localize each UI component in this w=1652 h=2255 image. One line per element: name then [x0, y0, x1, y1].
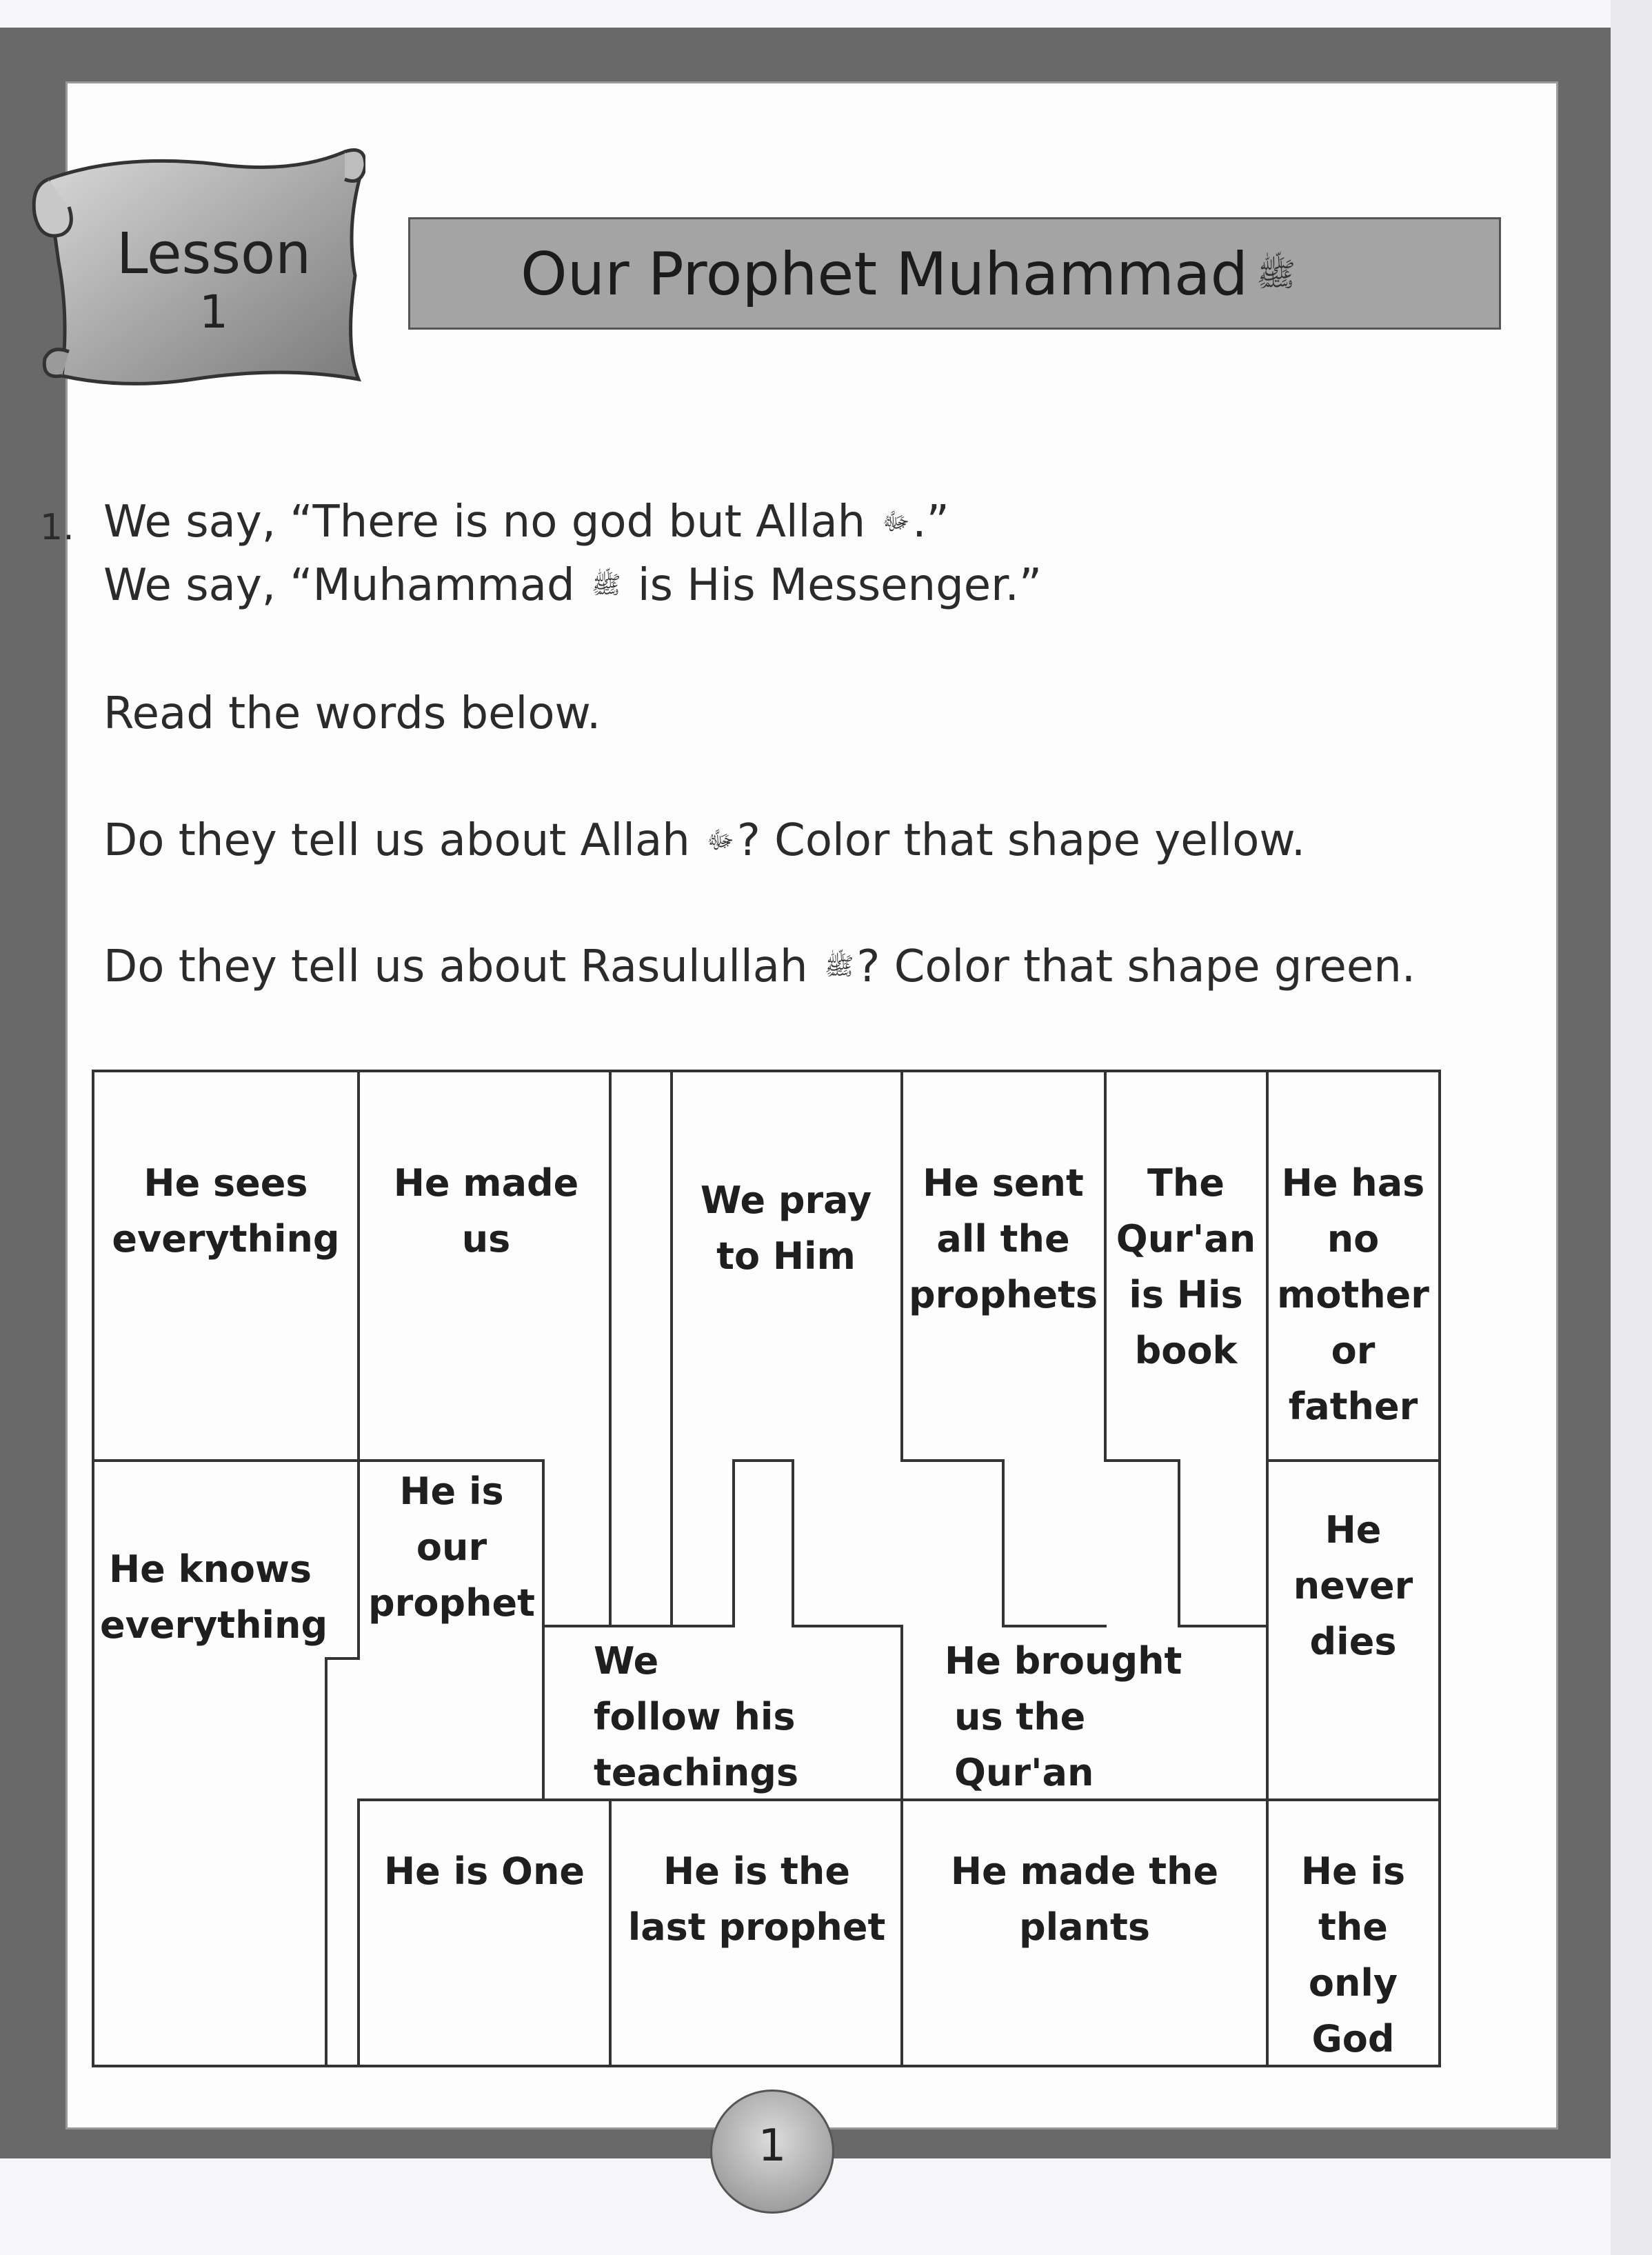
shape-label-line: everything: [100, 1603, 328, 1647]
shape-we-follow-his-teachings[interactable]: [583, 1633, 800, 1801]
shape-label-line: He is the: [663, 1850, 850, 1893]
shape-label-line: plants: [1018, 1905, 1150, 1949]
shape-label-line: He sent: [923, 1161, 1084, 1205]
shape-label-line: follow his: [594, 1695, 796, 1738]
shape-he-made-the-plants[interactable]: [905, 1843, 1265, 1955]
page-number-badge: [710, 2089, 834, 2214]
honorific-calligraphy: ﷺ: [1256, 256, 1296, 294]
shape-he-is-our-prophet[interactable]: [362, 1463, 541, 1631]
shape-label-line: We pray: [700, 1179, 872, 1222]
shape-we-pray-to-him[interactable]: [679, 1172, 893, 1284]
shape-border: [902, 1461, 1105, 1626]
lesson-number: 1: [199, 285, 228, 339]
shape-label-line: God: [1311, 2017, 1395, 2061]
instruction-text: We say, “Muhammad: [103, 560, 589, 611]
shape-label-line: dies: [1309, 1620, 1397, 1663]
shape-label-line: He made: [393, 1161, 579, 1205]
shape-border: [1105, 1461, 1267, 1626]
instruction-line-3: Read the words below.: [103, 688, 601, 739]
shape-he-is-one[interactable]: [362, 1843, 607, 1899]
instruction-text: ? Color that shape green.: [856, 941, 1416, 992]
shape-label-line: book: [1134, 1329, 1238, 1372]
shape-label-line: to Him: [716, 1234, 856, 1278]
shape-label-line: us: [461, 1217, 511, 1261]
shape-label-line: Qur'an: [954, 1751, 1094, 1794]
honorific-calligraphy: ﷺ: [591, 570, 621, 599]
shape-label-line: He is One: [383, 1850, 585, 1893]
shape-label-line: He brought: [945, 1639, 1182, 1683]
shape-label-line: us the: [954, 1695, 1086, 1738]
page-number: 1: [758, 2121, 787, 2172]
honorific-calligraphy: ﷺ: [824, 952, 854, 981]
shape-label-line: Qur'an: [1116, 1217, 1256, 1261]
shape-label-line: or: [1331, 1329, 1376, 1372]
instruction-text: We say, “There is no god but Allah: [103, 497, 880, 548]
shape-he-has-no-mother-or-father[interactable]: [1269, 1155, 1438, 1434]
shape-label-line: He has: [1281, 1161, 1425, 1205]
shape-label-line: our: [416, 1525, 487, 1569]
question-number: 1.: [40, 507, 74, 548]
shape-label-line: last prophet: [627, 1905, 886, 1949]
honorific-calligraphy: ﷻ: [707, 825, 734, 854]
shape-label-line: We: [594, 1639, 659, 1683]
shape-label-line: He knows: [108, 1547, 312, 1591]
shape-he-brought-us-the-quran[interactable]: [945, 1633, 1220, 1801]
shape-border: [672, 1461, 902, 1626]
shape-label-line: prophets: [908, 1273, 1098, 1316]
shape-label-line: He is: [399, 1470, 504, 1513]
shape-label-line: The: [1147, 1161, 1225, 1205]
shape-label-line: never: [1293, 1564, 1413, 1607]
instruction-text: is His Messenger.”: [623, 560, 1042, 611]
instruction-text: ? Color that shape yellow.: [736, 815, 1306, 866]
shape-label-line: father: [1288, 1385, 1418, 1428]
instruction-text: Do they tell us about Allah: [103, 815, 705, 866]
shape-label-line: prophet: [368, 1581, 535, 1625]
shape-label-line: only: [1308, 1961, 1398, 2005]
shape-label-line: He made the: [950, 1850, 1219, 1893]
shape-he-made-us[interactable]: [372, 1155, 600, 1267]
honorific-calligraphy: ﷻ: [882, 507, 910, 536]
shape-he-is-the-only-god[interactable]: [1269, 1843, 1438, 2067]
lesson-label: Lesson: [116, 221, 312, 287]
shape-label-line: He is: [1300, 1850, 1406, 1893]
shape-the-quran-is-his-book[interactable]: [1107, 1155, 1265, 1379]
shape-he-sees-everything[interactable]: [103, 1155, 348, 1267]
shape-label-line: mother: [1277, 1273, 1429, 1316]
instruction-text: .”: [912, 497, 949, 548]
shape-he-is-the-last-prophet[interactable]: [614, 1843, 900, 1955]
shape-border: [326, 1461, 359, 2066]
shape-label-line: everything: [112, 1217, 340, 1261]
title-text: Our Prophet Muhammad: [521, 240, 1249, 309]
instruction-text: Do they tell us about Rasulullah: [103, 941, 822, 992]
shape-he-sent-all-the-prophets[interactable]: [903, 1155, 1103, 1323]
shape-he-never-dies[interactable]: [1269, 1502, 1438, 1670]
shape-he-knows-everything[interactable]: [100, 1541, 328, 1653]
shape-label-line: all the: [936, 1217, 1070, 1261]
shape-label-line: teachings: [594, 1751, 799, 1794]
shape-label-line: He: [1324, 1508, 1382, 1552]
shape-label-line: no: [1327, 1217, 1380, 1261]
shape-label-line: is His: [1129, 1273, 1243, 1316]
shape-label-line: He sees: [143, 1161, 308, 1205]
shape-label-line: the: [1318, 1905, 1388, 1949]
